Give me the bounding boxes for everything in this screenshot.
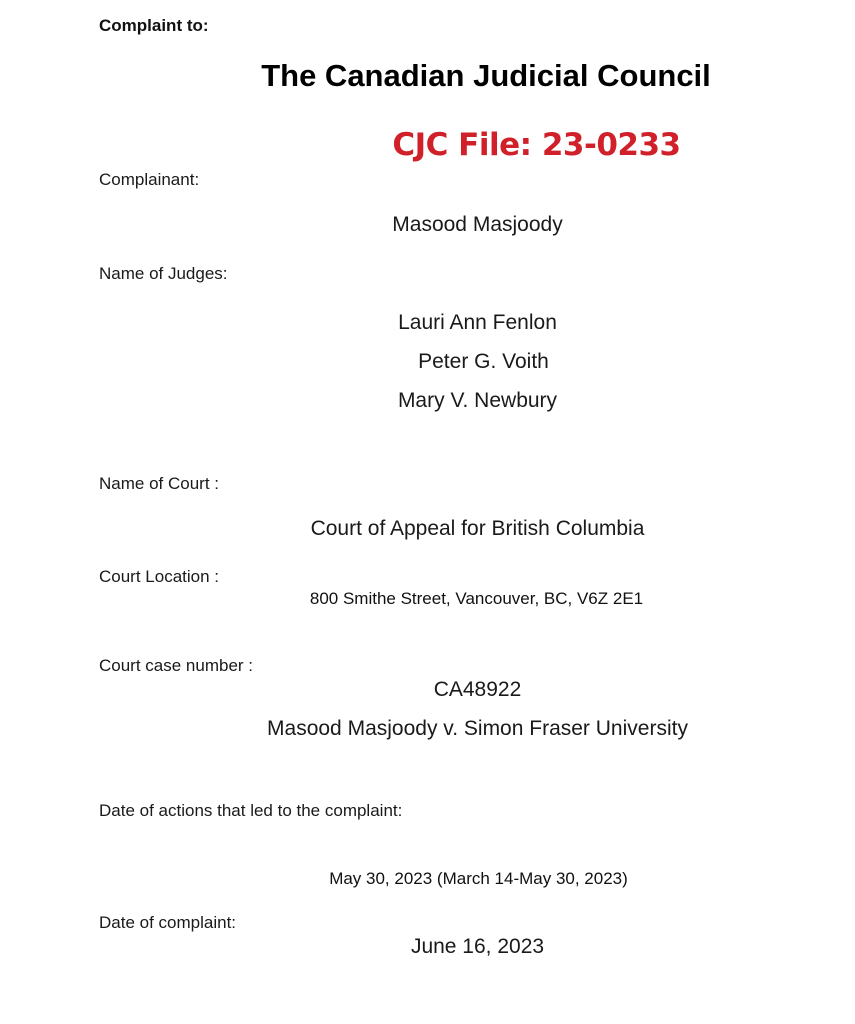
judge-name: Mary V. Newbury xyxy=(397,389,558,412)
complainant-name: Masood Masjoody xyxy=(392,213,563,236)
file-number: CJC File: 23-0233 xyxy=(392,127,681,163)
council-title: The Canadian Judicial Council xyxy=(261,58,711,93)
court-label: Name of Court : xyxy=(99,474,219,493)
complaint-to-label: Complaint to: xyxy=(99,16,209,35)
complaint-date: June 16, 2023 xyxy=(410,935,545,958)
court-name: Court of Appeal for British Columbia xyxy=(310,517,645,540)
actions-date: May 30, 2023 (March 14-May 30, 2023) xyxy=(329,869,628,888)
judge-name: Lauri Ann Fenlon xyxy=(398,311,557,334)
judges-label: Name of Judges: xyxy=(99,264,228,283)
actions-date-label: Date of actions that led to the complaint: xyxy=(99,801,403,820)
case-number-label: Court case number : xyxy=(99,656,254,675)
case-number: CA48922 xyxy=(433,678,522,701)
complaint-date-label: Date of complaint: xyxy=(99,913,237,932)
location-address: 800 Smithe Street, Vancouver, BC, V6Z 2E1 xyxy=(309,589,644,608)
case-name: Masood Masjoody v. Simon Fraser University xyxy=(267,717,688,740)
complainant-label: Complainant: xyxy=(99,170,200,189)
judge-name: Peter G. Voith xyxy=(418,350,549,373)
location-label: Court Location : xyxy=(99,567,220,586)
